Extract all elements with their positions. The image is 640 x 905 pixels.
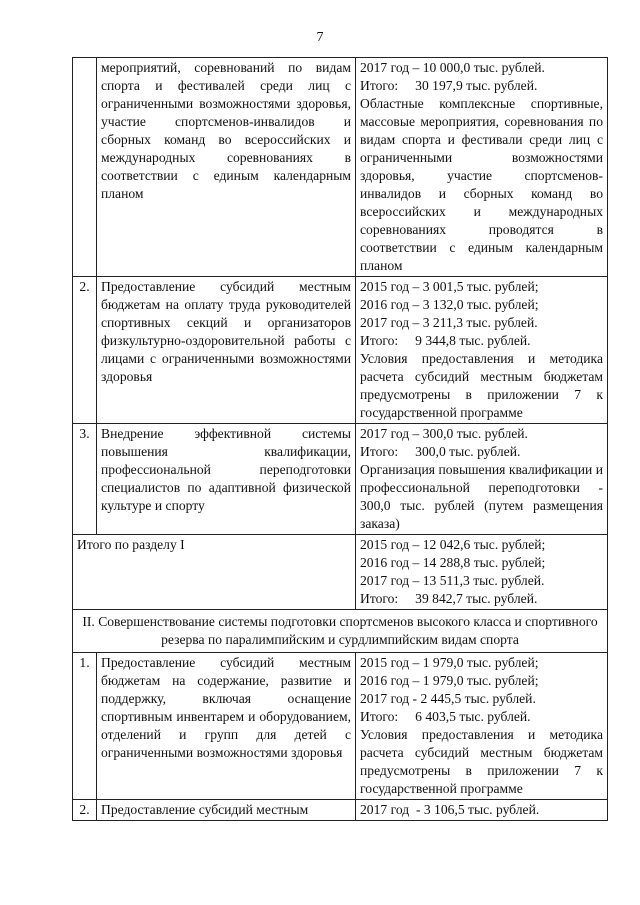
financing-line: 2017 год - 2 445,5 тыс. рублей.: [360, 691, 536, 706]
page-number: 7: [316, 30, 324, 45]
financing-line: 2016 год – 14 288,8 тыс. рублей;: [360, 555, 546, 570]
financing-cell: [356, 424, 608, 535]
financing-line: 2015 год – 3 001,5 тыс. рублей;: [360, 279, 539, 294]
measure-description: мероприятий, соревнований по видам спорта и фестивалей среди лиц с ограниченными возможностями здоровья, участие спортсменов-инвалидов и сборных команд во всероссийских и международных соревнованиях в соответствии с единым календарным планом: [97, 58, 356, 277]
section-heading: II. Совершенствование системы подготовки спортсменов высокого класса и спортивного резерва по паралимпийским и сурдлимпийским видам спорта: [73, 610, 608, 653]
financing-line: 2016 год – 3 132,0 тыс. рублей;: [360, 297, 539, 312]
financing-line: 2017 год – 3 211,3 тыс. рублей.: [360, 315, 538, 330]
financing-total: Итого: 9 344,8 тыс. рублей.: [360, 333, 531, 348]
financing-note: Организация повышения квалификации и профессиональной переподготовки - 300,0 тыс. рублей (путем размещения заказа): [360, 462, 607, 531]
financing-total: Итого: 300,0 тыс. рублей.: [360, 444, 521, 459]
row-number: 3.: [73, 424, 97, 535]
financing-line: 2015 год – 1 979,0 тыс. рублей;: [360, 655, 539, 670]
row-number: 1.: [73, 653, 97, 800]
financing-cell: [356, 277, 608, 424]
table-row: [73, 800, 608, 821]
table-row: [73, 653, 608, 800]
financing-cell: [356, 535, 608, 610]
measure-description: Предоставление субсидий местным: [97, 800, 356, 821]
financing-note: Условия предоставления и методика расчета субсидий местным бюджетам предусмотрены в приложении 7 к государственной программе: [360, 727, 607, 796]
program-table: [72, 57, 608, 821]
financing-line: 2017 год – 13 511,3 тыс. рублей.: [360, 573, 545, 588]
financing-line: 2017 год - 3 106,5 тыс. рублей.: [360, 802, 540, 817]
financing-cell: [356, 800, 608, 821]
financing-total: Итого: 6 403,5 тыс. рублей.: [360, 709, 531, 724]
financing-total: Итого: 30 197,9 тыс. рублей.: [360, 78, 538, 93]
table-row-total: [73, 535, 608, 610]
financing-note: Областные комплексные спортивные, массовые мероприятия, соревнования по видам спорта и фестивали среди лиц с ограниченными возможностями здоровья, участие спортсменов-инвалидов и сборных команд во всероссийских и международных соревнованиях проводятся в соответствии с единым календарным планом: [360, 96, 607, 273]
row-number: 2.: [73, 277, 97, 424]
financing-line: 2016 год – 1 979,0 тыс. рублей;: [360, 673, 539, 688]
row-number: [73, 58, 97, 277]
financing-line: 2017 год – 10 000,0 тыс. рублей.: [360, 60, 545, 75]
row-number: 2.: [73, 800, 97, 821]
measure-description: Предоставление субсидий местным бюджетам на оплату труда руководителей спортивных секций и организаторов физкультурно-оздоровительной работы с лицами с ограниченными возможностями здоровья: [97, 277, 356, 424]
section-total-label: Итого по разделу I: [73, 535, 356, 610]
financing-cell: [356, 653, 608, 800]
table-row: [73, 58, 608, 277]
measure-description: Внедрение эффективной системы повышения квалификации, профессиональной переподготовки специалистов по адаптивной физической культуре и спорту: [97, 424, 356, 535]
financing-note: Условия предоставления и методика расчета субсидий местным бюджетам предусмотрены в приложении 7 к государственной программе: [360, 351, 607, 420]
financing-total: Итого: 39 842,7 тыс. рублей.: [360, 591, 538, 606]
table-row: [73, 277, 608, 424]
measure-description: Предоставление субсидий местным бюджетам на содержание, развитие и поддержку, включая оснащение спортивным инвентарем и оборудованием, отделений и групп для детей с ограниченными возможностями здоровья: [97, 653, 356, 800]
financing-line: 2017 год – 300,0 тыс. рублей.: [360, 426, 528, 441]
table-row-section: [73, 610, 608, 653]
table-row: [73, 424, 608, 535]
financing-line: 2015 год – 12 042,6 тыс. рублей;: [360, 537, 546, 552]
financing-cell: [356, 58, 608, 277]
